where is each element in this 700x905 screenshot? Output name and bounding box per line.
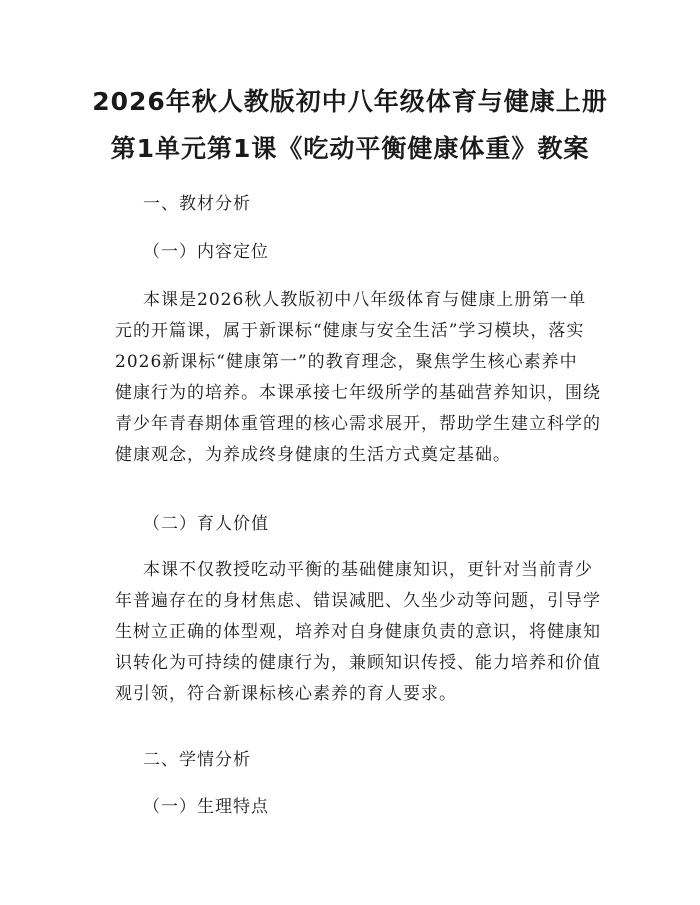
- document-title-line-2: 第1单元第1课《吃动平衡健康体重》教案: [110, 134, 590, 163]
- subsection-heading-physiological-traits: （一）生理特点: [143, 797, 269, 817]
- paragraph-content-positioning: [115, 285, 605, 471]
- paragraph-line: 年普遍存在的身材焦虑、错误减肥、久坐少动等问题，引导学: [115, 591, 601, 611]
- document-title-line-1: 2026年秋人教版初中八年级体育与健康上册: [92, 87, 608, 116]
- paragraph-line: 健康行为的培养。本课承接七年级所学的基础营养知识，围绕: [115, 383, 601, 403]
- paragraph-line: 元的开篇课，属于新课标“健康与安全生活”学习模块，落实: [115, 321, 585, 341]
- paragraph-line: 识转化为可持续的健康行为，兼顾知识传授、能力培养和价值: [115, 653, 601, 673]
- subsection-heading-content-positioning: （一）内容定位: [143, 242, 269, 262]
- paragraph-line: 2026新课标“健康第一”的教育理念，聚焦学生核心素养中: [115, 352, 578, 372]
- paragraph-educational-value: [115, 555, 605, 710]
- paragraph-line: 生树立正确的体型观，培养对自身健康负责的意识，将健康知: [115, 622, 601, 642]
- paragraph-line: 青少年青春期体重管理的核心需求展开，帮助学生建立科学的: [115, 414, 601, 434]
- paragraph-line: 观引领，符合新课标核心素养的育人要求。: [115, 684, 457, 704]
- section-heading-learner-analysis: 二、学情分析: [143, 750, 251, 770]
- subsection-heading-educational-value: （二）育人价值: [143, 514, 269, 534]
- section-heading-textbook-analysis: 一、教材分析: [143, 194, 251, 214]
- paragraph-line: 本课不仅教授吃动平衡的基础健康知识，更针对当前青少: [143, 560, 593, 580]
- paragraph-line: 本课是2026秋人教版初中八年级体育与健康上册第一单: [143, 290, 587, 310]
- paragraph-line: 健康观念，为养成终身健康的生活方式奠定基础。: [115, 445, 511, 465]
